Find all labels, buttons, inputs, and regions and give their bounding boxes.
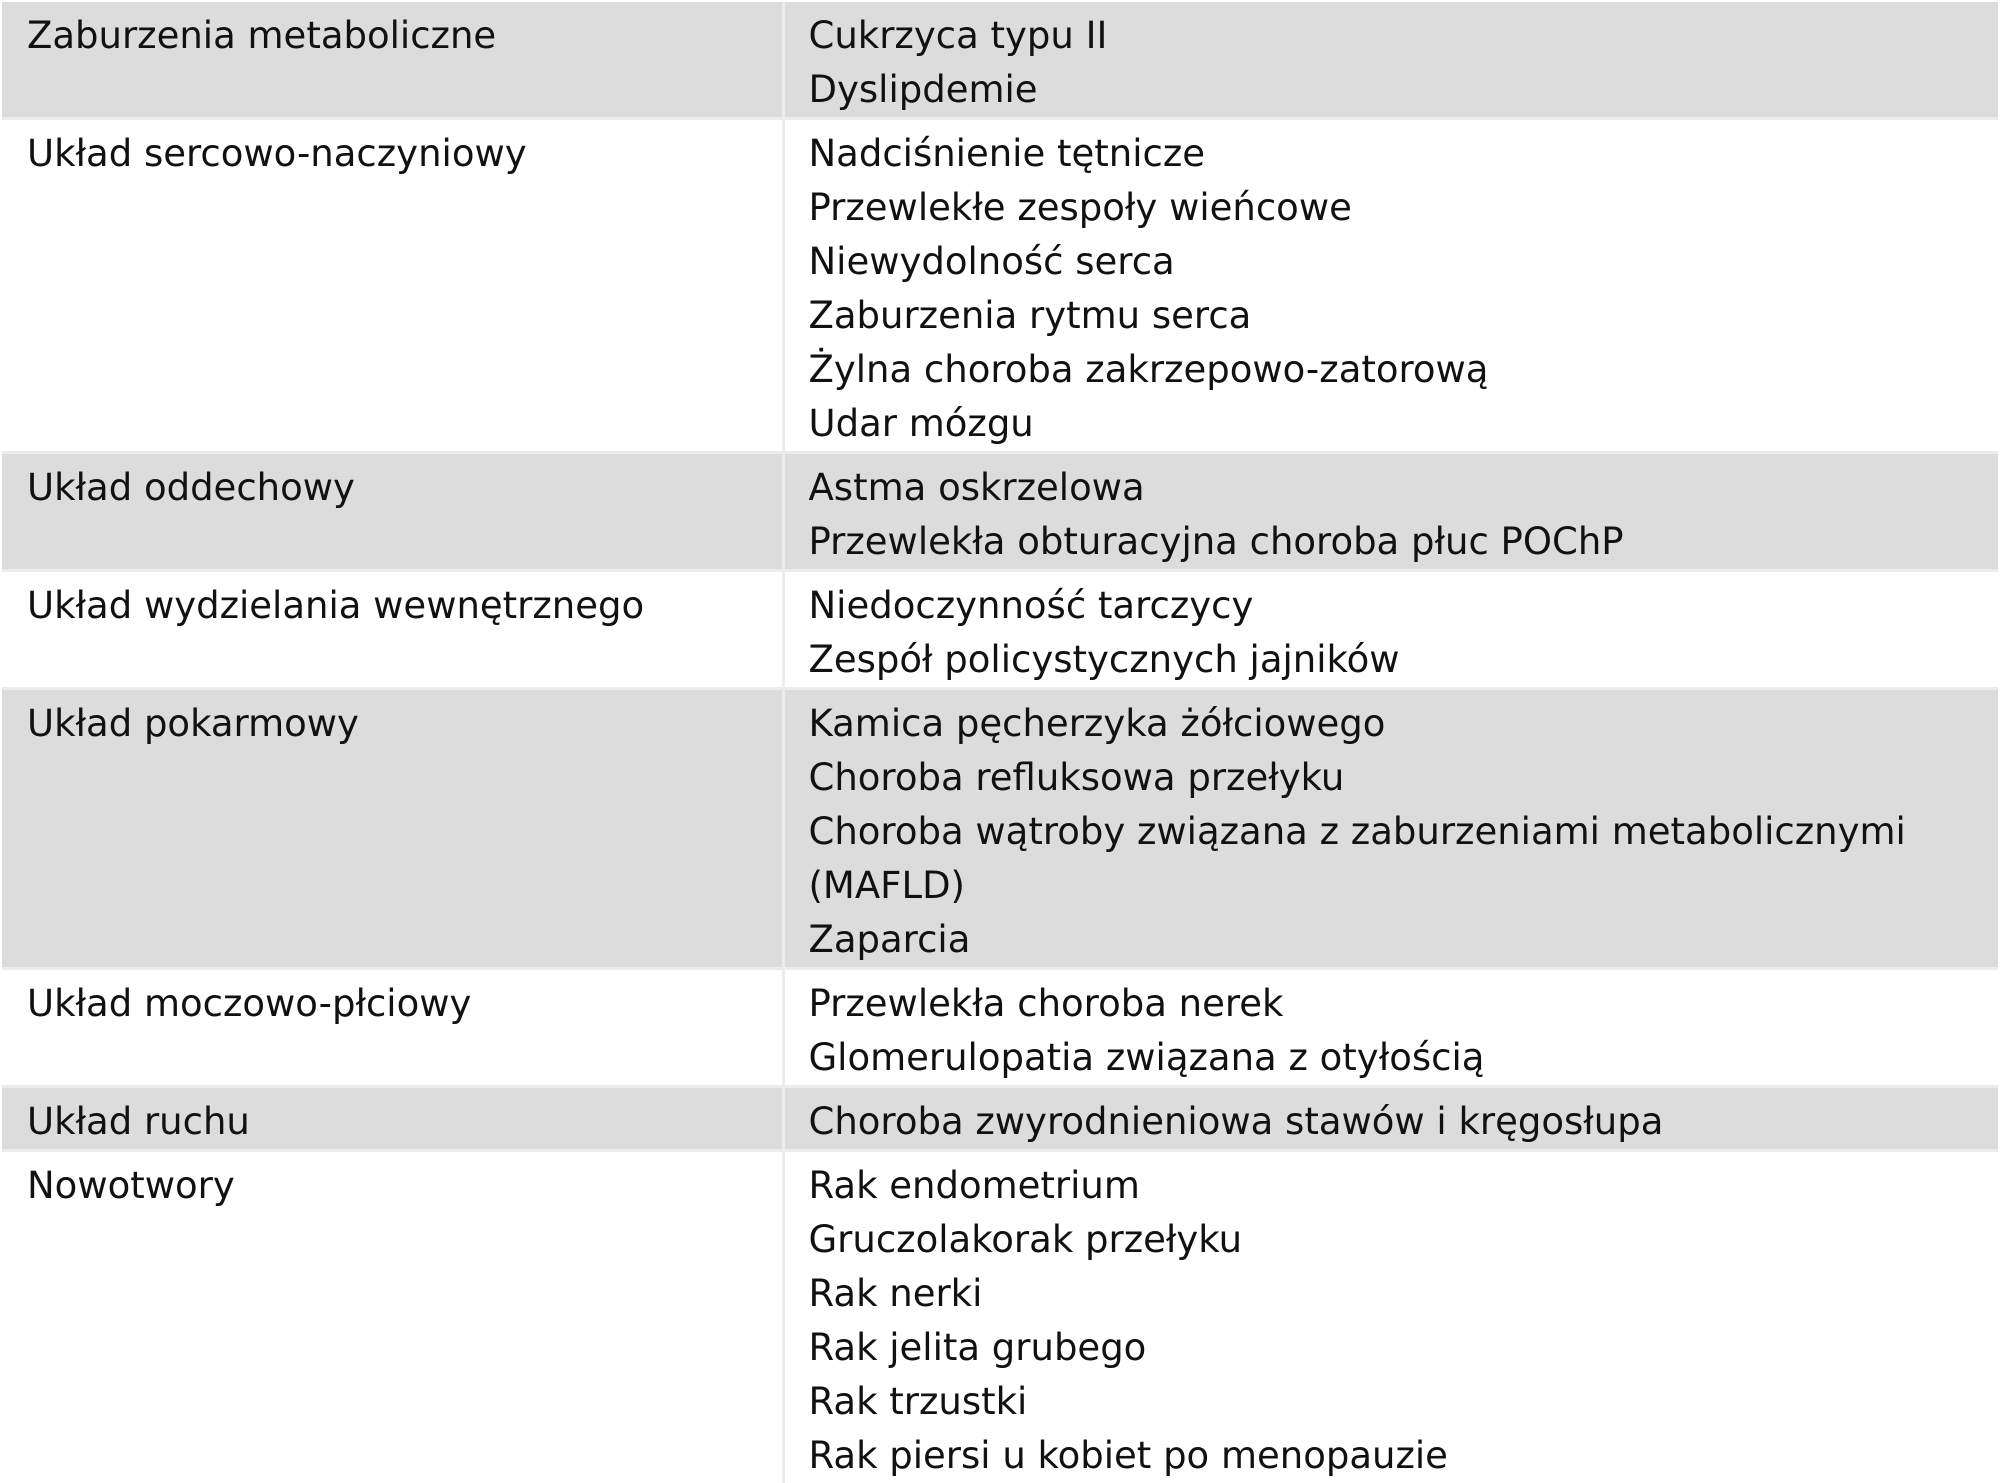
table-row [2,1151,1998,1483]
table-row [2,689,1998,969]
list-item: Choroba refluksowa przełyku [809,751,1975,805]
list-item: Gruczolakorak przełyku [809,1213,1975,1267]
list-item: Astma oskrzelowa [809,461,1975,515]
table-row [2,2,1998,119]
list-item: Rak nerki [809,1267,1975,1321]
list-item: Rak piersi u kobiet po menopauzie [809,1429,1975,1483]
items-cell [783,571,1998,689]
disease-table [2,2,1998,1483]
list-item: Zaburzenia rytmu serca [809,289,1975,343]
list-item: Cukrzyca typu II [809,9,1975,63]
list-item: Żylna choroba zakrzepowo-zatorową [809,343,1975,397]
category-cell: Układ pokarmowy [2,689,783,969]
list-item: Choroba wątroby związana z zaburzeniami metabolicznymi (MAFLD) [809,805,1975,913]
items-cell [783,689,1998,969]
list-item: Rak endometrium [809,1159,1975,1213]
list-item: Zaparcia [809,913,1975,967]
items-cell [783,2,1998,119]
items-cell [783,1087,1998,1151]
list-item: Glomerulopatia związana z otyłością [809,1031,1975,1085]
list-item: Rak jelita grubego [809,1321,1975,1375]
table-row [2,453,1998,571]
table-row [2,969,1998,1087]
list-item: Przewlekłe zespoły wieńcowe [809,181,1975,235]
items-cell [783,119,1998,453]
items-cell [783,453,1998,571]
list-item: Kamica pęcherzyka żółciowego [809,697,1975,751]
list-item: Nadciśnienie tętnicze [809,127,1975,181]
category-cell: Nowotwory [2,1151,783,1483]
table-row [2,571,1998,689]
category-cell: Układ moczowo-płciowy [2,969,783,1087]
category-cell: Układ sercowo-naczyniowy [2,119,783,453]
category-cell: Układ ruchu [2,1087,783,1151]
list-item: Zespół policystycznych jajników [809,633,1975,687]
list-item: Dyslipdemie [809,63,1975,117]
list-item: Niewydolność serca [809,235,1975,289]
table-row [2,119,1998,453]
category-cell: Zaburzenia metaboliczne [2,2,783,119]
list-item: Niedoczynność tarczycy [809,579,1975,633]
list-item: Rak trzustki [809,1375,1975,1429]
list-item: Udar mózgu [809,397,1975,451]
category-cell: Układ wydzielania wewnętrznego [2,571,783,689]
table-row [2,1087,1998,1151]
list-item: Przewlekła choroba nerek [809,977,1975,1031]
category-cell: Układ oddechowy [2,453,783,571]
items-cell [783,1151,1998,1483]
items-cell [783,969,1998,1087]
list-item: Choroba zwyrodnieniowa stawów i kręgosłupa [809,1095,1975,1149]
list-item: Przewlekła obturacyjna choroba płuc POChP [809,515,1975,569]
